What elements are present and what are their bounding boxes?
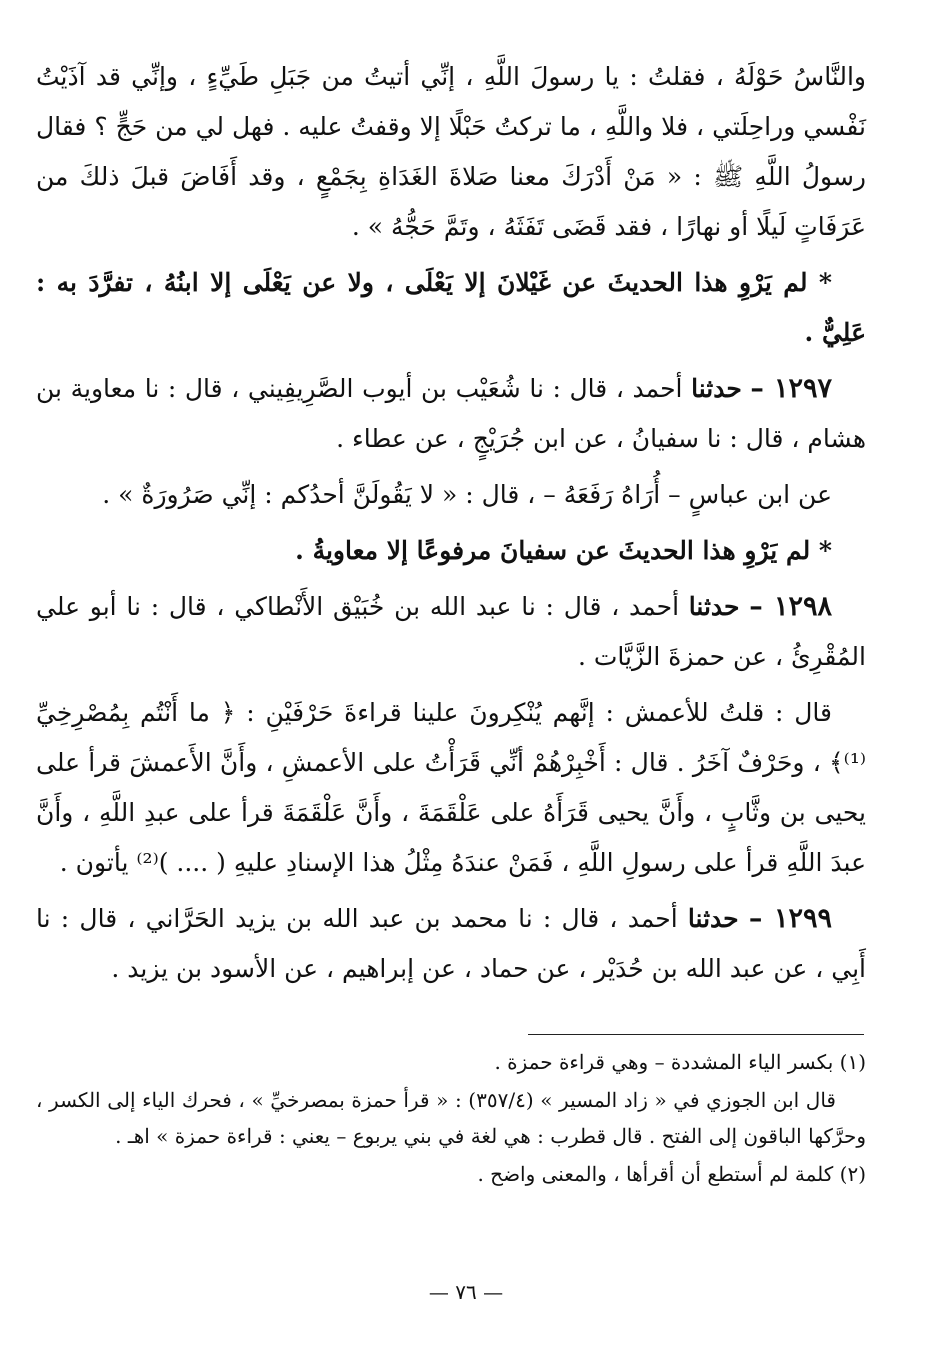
paragraph-text: قال : قلتُ للأعمش : إنَّهم يُنْكِرونَ علينا قراءةَ حَرْفَيْنِ : ﴿ ما أَنْتُم بِمُصْرِخِيِّ ⁽¹⁾﴾ ، وحَرْفٌ آخَرُ . قال : أَخْبِرْهُمْ أنِّي قَرَأْتُ على الأعمشِ ، وأَنَّ الأَعمشَ قرأ على يحيى بن وثَّابٍ ، وأَنَّ يحيى قَرَأَهُ على عَلْقَمَةَ ، وأَنَّ عَلْقَمَةَ قرأ على عبدِ اللَّهِ ، وأَنَّ عبدَ اللَّهِ قرأ على رسولِ اللَّهِ ، فَمَنْ عندَهُ مِثْلُ هذا الإسنادِ عليهِ ( .... )⁽²⁾ يأتون .	[36, 698, 866, 877]
paragraph-matn	[36, 470, 866, 520]
paragraph-matn	[36, 688, 866, 888]
footnotes	[36, 1044, 866, 1192]
haddathana-label: حدثنا	[688, 592, 740, 621]
haddathana-label: حدثنا	[691, 374, 742, 403]
haddathana-label: حدثنا	[687, 904, 739, 933]
hadith-number: ١٢٩٧ –	[750, 373, 832, 404]
paragraph-text: أحمد ، قال : نا عبد الله بن خُبَيْق الأَنْطاكي ، قال : نا أبو علي المُقْرِئُ ، عن حمزةَ الزَّيَّات .	[36, 592, 866, 671]
footnote-text: كلمة لم أستطع أن أقرأها ، والمعنى واضح .	[477, 1162, 840, 1186]
footnote-1-continuation	[36, 1082, 866, 1154]
footnote-marker: (٢)	[839, 1162, 866, 1186]
footnote-text: قال ابن الجوزي في « زاد المسير » (٣٥٧/٤) : « قرأ حمزة بمصرخيِّ » ، فحرك الياء إلى الكسر ، وحرَّكها الباقون إلى الفتح . قال قطرب : هي لغة في بني يربوع – يعني : قراءة حمزة » اهـ .	[36, 1088, 866, 1148]
paragraph-text: والنَّاسُ حَوْلَهُ ، فقلتُ : يا رسولَ اللَّهِ ، إنِّي أتيتُ من جَبَلِ طَيِّءٍ ، وإنِّي قد آذَيْتُ نَفْسي وراحِلَتي ، فلا واللَّهِ ، ما تركتُ حَبْلًا إلا وقفتُ عليه . فهل لي من حَجٍّ ؟ فقال رسولُ اللَّهِ ﷺ : « مَنْ أَدْرَكَ معنا صَلاةَ الغَدَاةِ بِجَمْعٍ ، وقد أَفَاضَ قبلَ ذلكَ من عَرَفَاتٍ لَيلًا أو نهارًا ، فقد قَضَى تَفَثَهُ ، وتَمَّ حَجُّهُ » .	[36, 62, 866, 241]
footnote-1	[36, 1044, 866, 1080]
paragraph-hadith-1298	[36, 582, 866, 682]
footnote-divider	[528, 1034, 864, 1035]
main-text	[36, 52, 866, 994]
hadith-number: ١٢٩٨ –	[749, 591, 832, 622]
paragraph-text: أحمد ، قال : نا شُعَيْب بن أيوب الصَّرِيفِيني ، قال : نا معاوية بن هشام ، قال : نا سفيانُ ، عن ابن جُرَيْجٍ ، عن عطاء .	[36, 374, 866, 453]
paragraph-hadith-continuation	[36, 52, 866, 252]
footnote-text: بكسر الياء المشددة – وهي قراءة حمزة .	[494, 1050, 840, 1074]
paragraph-hadith-1299	[36, 894, 866, 994]
footnote-2	[36, 1156, 866, 1192]
paragraph-note	[36, 526, 866, 576]
paragraph-text: * لم يَرْوِ هذا الحديثَ عن غَيْلانَ إلا يَعْلَى ، ولا عن يَعْلَى إلا ابنُهُ ، تفرَّدَ به : عَلِيٌّ .	[36, 268, 866, 347]
paragraph-text: عن ابن عباسٍ – أُرَاهُ رَفَعَهُ – ، قال : « لا يَقُولَنَّ أحدُكم : إنِّي صَرُورَةٌ » .	[102, 480, 832, 509]
paragraph-note	[36, 258, 866, 358]
hadith-number: ١٢٩٩ –	[748, 903, 833, 934]
paragraph-hadith-1297	[36, 364, 866, 464]
footnote-marker: (١)	[839, 1050, 866, 1074]
page-number: — ٧٦ —	[428, 1280, 504, 1304]
paragraph-text: * لم يَرْوِ هذا الحديثَ عن سفيانَ مرفوعًا إلا معاويةُ .	[295, 536, 832, 565]
paragraph-text: أحمد ، قال : نا محمد بن عبد الله بن يزيد الحَرَّاني ، قال : نا أَبِي ، عن عبد الله بن حُدَيْر ، عن حماد ، عن إبراهيم ، عن الأسود بن يزيد .	[36, 904, 866, 983]
